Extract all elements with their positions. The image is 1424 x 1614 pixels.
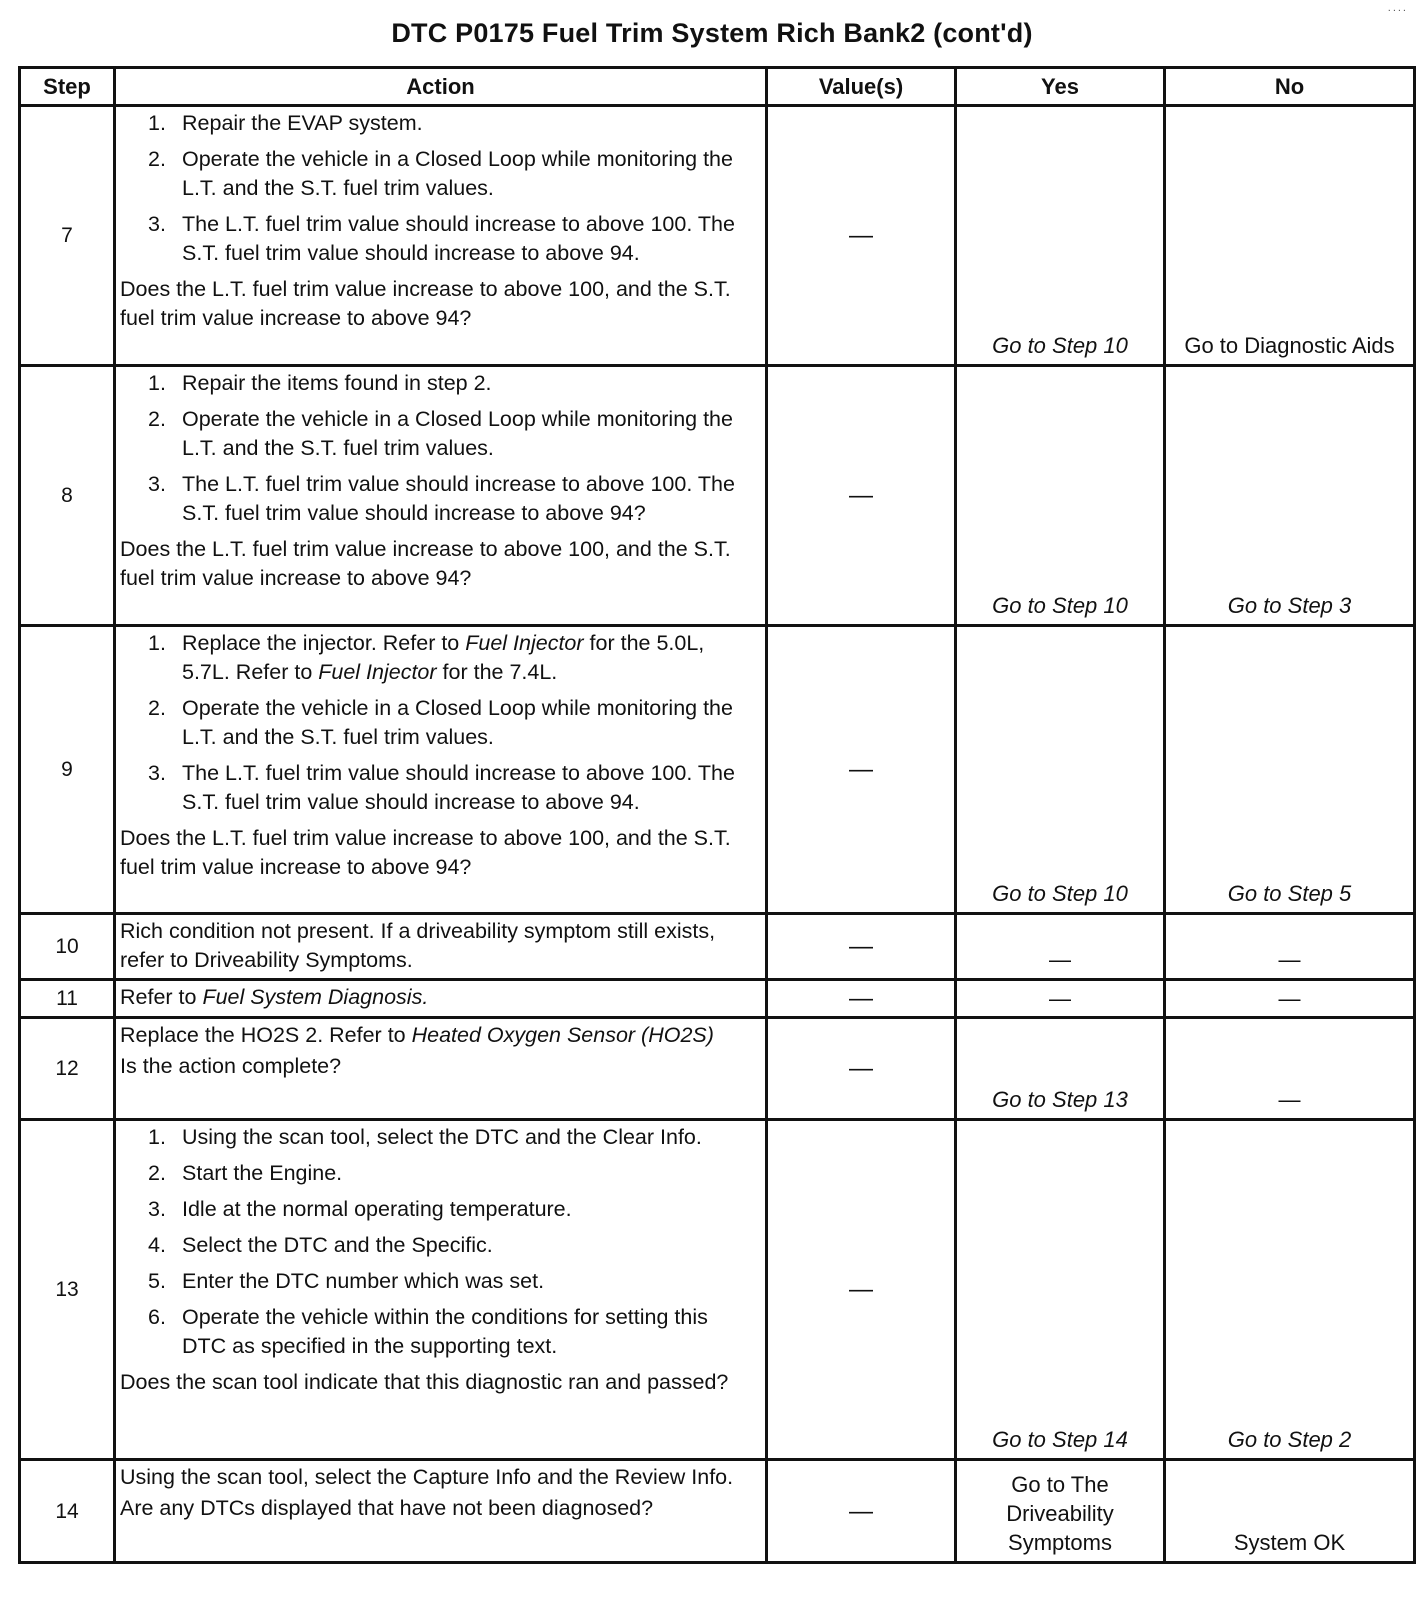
yes-cell: Go to Step 10 bbox=[956, 366, 1165, 626]
list-item: 1. Repair the items found in step 2. bbox=[148, 371, 492, 395]
table-row bbox=[20, 626, 1415, 914]
list-item: 2. Operate the vehicle in a Closed Loop while monitoring the L.T. and the S.T. fuel trim values. bbox=[148, 696, 733, 749]
action-text: Replace the HO2S 2. Refer to Heated Oxygen Sensor (HO2S) bbox=[120, 1023, 714, 1047]
yes-cell: Go to Step 10 bbox=[956, 106, 1165, 366]
value-cell: — bbox=[767, 1460, 956, 1563]
step-number: 9 bbox=[20, 626, 115, 914]
corner-mark: .... bbox=[1387, 2, 1408, 14]
header-action: Action bbox=[115, 68, 767, 106]
action-cell bbox=[115, 1120, 767, 1460]
list-item: 1. Repair the EVAP system. bbox=[148, 111, 423, 135]
header-yes: Yes bbox=[956, 68, 1165, 106]
value-cell: — bbox=[767, 366, 956, 626]
list-item: 1. Replace the injector. Refer to Fuel Injector for the 5.0L, 5.7L. Refer to Fuel Injector for the 7.4L. bbox=[148, 631, 705, 684]
no-cell: System OK bbox=[1165, 1460, 1415, 1563]
no-cell: Go to Diagnostic Aids bbox=[1165, 106, 1415, 366]
list-item: 3. The L.T. fuel trim value should increase to above 100. The S.T. fuel trim value should increase to above 94. bbox=[148, 761, 735, 814]
no-cell: — bbox=[1165, 914, 1415, 980]
yes-cell: Go to Step 13 bbox=[956, 1018, 1165, 1120]
no-cell: Go to Step 5 bbox=[1165, 626, 1415, 914]
step-number: 11 bbox=[20, 980, 115, 1018]
list-item: 6. Operate the vehicle within the conditions for setting this DTC as specified in the supporting text. bbox=[148, 1305, 708, 1358]
list-item: 4. Select the DTC and the Specific. bbox=[148, 1233, 493, 1257]
no-cell: — bbox=[1165, 980, 1415, 1018]
value-cell: — bbox=[767, 1120, 956, 1460]
action-cell: Rich condition not present. If a driveability symptom still exists, refer to Driveability Symptoms. bbox=[115, 914, 767, 980]
step-number: 7 bbox=[20, 106, 115, 366]
action-cell bbox=[115, 626, 767, 914]
header-no: No bbox=[1165, 68, 1415, 106]
header-step: Step bbox=[20, 68, 115, 106]
page-title: DTC P0175 Fuel Trim System Rich Bank2 (cont'd) bbox=[391, 18, 1033, 48]
action-question: Does the L.T. fuel trim value increase to above 100, and the S.T. fuel trim value increase to above 94? bbox=[120, 277, 731, 330]
action-question: Does the scan tool indicate that this diagnostic ran and passed? bbox=[120, 1370, 729, 1394]
no-cell: — bbox=[1165, 1018, 1415, 1120]
action-question: Are any DTCs displayed that have not been diagnosed? bbox=[120, 1496, 654, 1520]
action-list bbox=[120, 109, 755, 268]
yes-cell: — bbox=[956, 980, 1165, 1018]
table-row bbox=[20, 1018, 1415, 1120]
step-number: 10 bbox=[20, 914, 115, 980]
no-cell: Go to Step 2 bbox=[1165, 1120, 1415, 1460]
value-cell: — bbox=[767, 106, 956, 366]
header-values: Value(s) bbox=[767, 68, 956, 106]
value-cell: — bbox=[767, 626, 956, 914]
action-list bbox=[120, 1123, 755, 1361]
list-item: 3. The L.T. fuel trim value should increase to above 100. The S.T. fuel trim value should increase to above 94? bbox=[148, 472, 735, 525]
yes-cell: Go to Step 10 bbox=[956, 626, 1165, 914]
value-cell: — bbox=[767, 1018, 956, 1120]
value-cell: — bbox=[767, 980, 956, 1018]
table-row bbox=[20, 914, 1415, 980]
header-row bbox=[20, 68, 1415, 106]
action-cell bbox=[115, 1018, 767, 1120]
action-question: Does the L.T. fuel trim value increase to above 100, and the S.T. fuel trim value increase to above 94? bbox=[120, 826, 731, 879]
list-item: 2. Operate the vehicle in a Closed Loop while monitoring the L.T. and the S.T. fuel trim values. bbox=[148, 147, 733, 200]
action-cell bbox=[115, 366, 767, 626]
yes-cell: — bbox=[956, 914, 1165, 980]
list-item: 2. Start the Engine. bbox=[148, 1161, 343, 1185]
diagnostic-table bbox=[18, 66, 1416, 1564]
yes-cell: Go to The Driveability Symptoms bbox=[956, 1460, 1165, 1563]
step-number: 12 bbox=[20, 1018, 115, 1120]
step-number: 13 bbox=[20, 1120, 115, 1460]
table-row bbox=[20, 1460, 1415, 1563]
table-row bbox=[20, 1120, 1415, 1460]
action-text: Using the scan tool, select the Capture Info and the Review Info. bbox=[120, 1465, 734, 1489]
yes-cell: Go to Step 14 bbox=[956, 1120, 1165, 1460]
step-number: 8 bbox=[20, 366, 115, 626]
table-row bbox=[20, 366, 1415, 626]
action-cell bbox=[115, 106, 767, 366]
action-question: Does the L.T. fuel trim value increase to above 100, and the S.T. fuel trim value increase to above 94? bbox=[120, 537, 731, 590]
action-list bbox=[120, 369, 755, 528]
action-cell: Refer to Fuel System Diagnosis. bbox=[115, 980, 767, 1018]
table-row bbox=[20, 980, 1415, 1018]
list-item: 5. Enter the DTC number which was set. bbox=[148, 1269, 545, 1293]
value-cell: — bbox=[767, 914, 956, 980]
list-item: 1. Using the scan tool, select the DTC and the Clear Info. bbox=[148, 1125, 702, 1149]
list-item: 2. Operate the vehicle in a Closed Loop while monitoring the L.T. and the S.T. fuel trim values. bbox=[148, 407, 733, 460]
action-list bbox=[120, 629, 755, 817]
step-number: 14 bbox=[20, 1460, 115, 1563]
table-row bbox=[20, 106, 1415, 366]
action-question: Is the action complete? bbox=[120, 1054, 342, 1078]
list-item: 3. Idle at the normal operating temperature. bbox=[148, 1197, 572, 1221]
list-item: 3. The L.T. fuel trim value should increase to above 100. The S.T. fuel trim value should increase to above 94. bbox=[148, 212, 735, 265]
no-cell: Go to Step 3 bbox=[1165, 366, 1415, 626]
action-cell bbox=[115, 1460, 767, 1563]
